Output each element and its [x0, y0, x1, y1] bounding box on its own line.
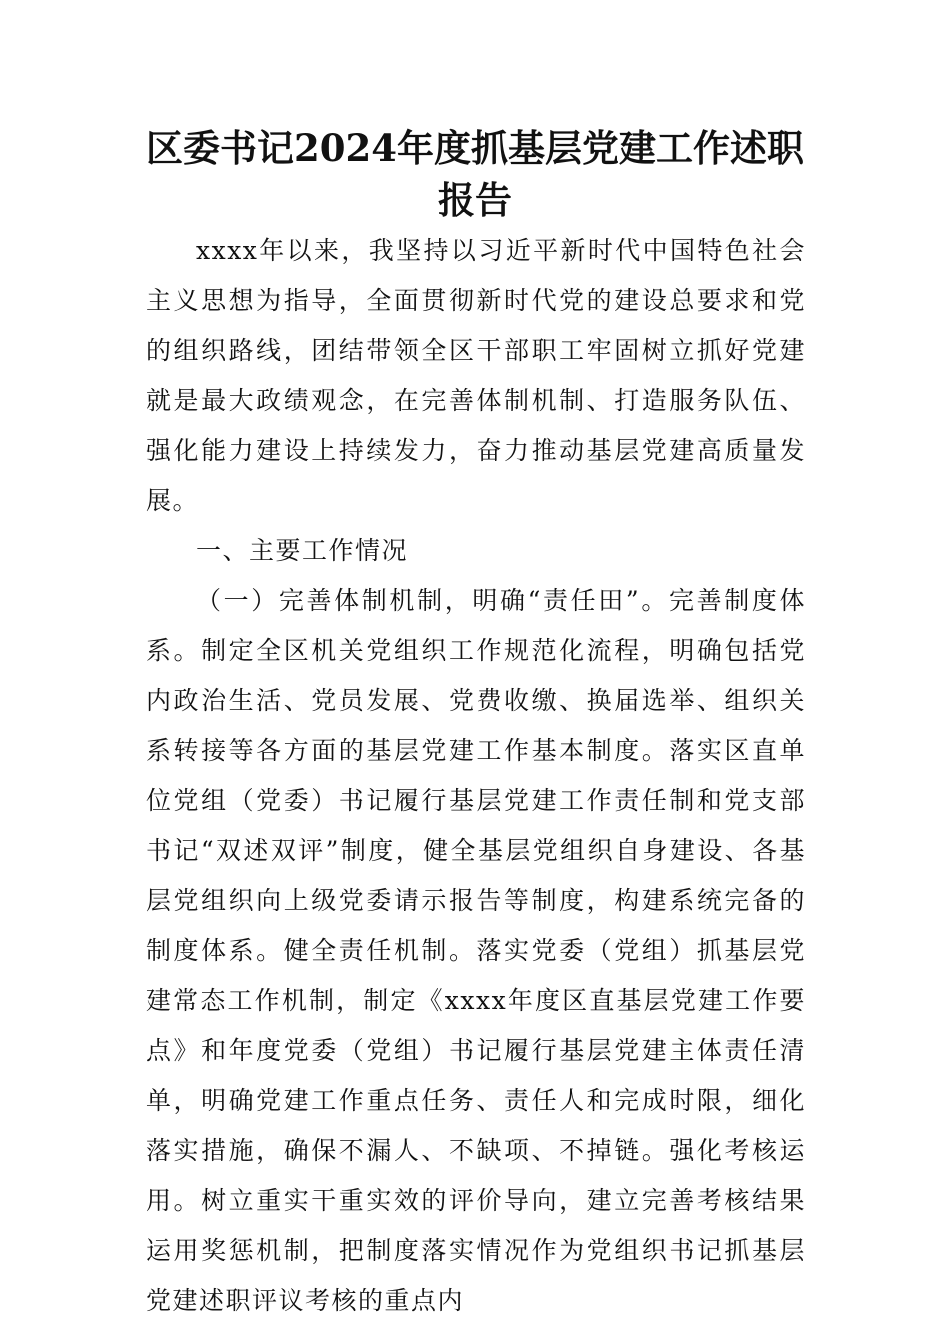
body-paragraph: （一）完善体制机制，明确“责任田”。完善制度体系。制定全区机关党组织工作规范化流程，明确包括党内政治生活、党员发展、党费收缴、换届选举、组织关系转接等各方面的基层党建工作基本制度。落实区直单位党组（党委）书记履行基层党建工作责任制和党支部书记“双述双评”制度，健全基层党组织自身建设、各基层党组织向上级党委请示报告等制度，构建系统完备的制度体系。健全责任机制。落实党委（党组）抓基层党建常态工作机制，制定《xxxx年度区直基层党建工作要点》和年度党委（党组）书记履行基层党建主体责任清单，明确党建工作重点任务、责任人和完成时限，细化落实措施，确保不漏人、不缺项、不掉链。强化考核运用。树立重实干重实效的评价导向，建立完善考核结果运用奖惩机制，把制度落实情况作为党组织书记抓基层党建述职评议考核的重点内	[146, 586, 806, 1315]
document-title: 区委书记2024年度抓基层党建工作述职报告	[146, 126, 804, 222]
intro-paragraph: xxxx年以来，我坚持以习近平新时代中国特色社会主义思想为指导，全面贯彻新时代党的建设总要求和党的组织路线，团结带领全区干部职工牢固树立抓好党建就是最大政绩观念，在完善体制机制、打造服务队伍、强化能力建设上持续发力，奋力推动基层党建高质量发展。	[146, 236, 806, 515]
section-heading: 一、主要工作情况	[196, 536, 409, 565]
document-body	[146, 226, 806, 1326]
